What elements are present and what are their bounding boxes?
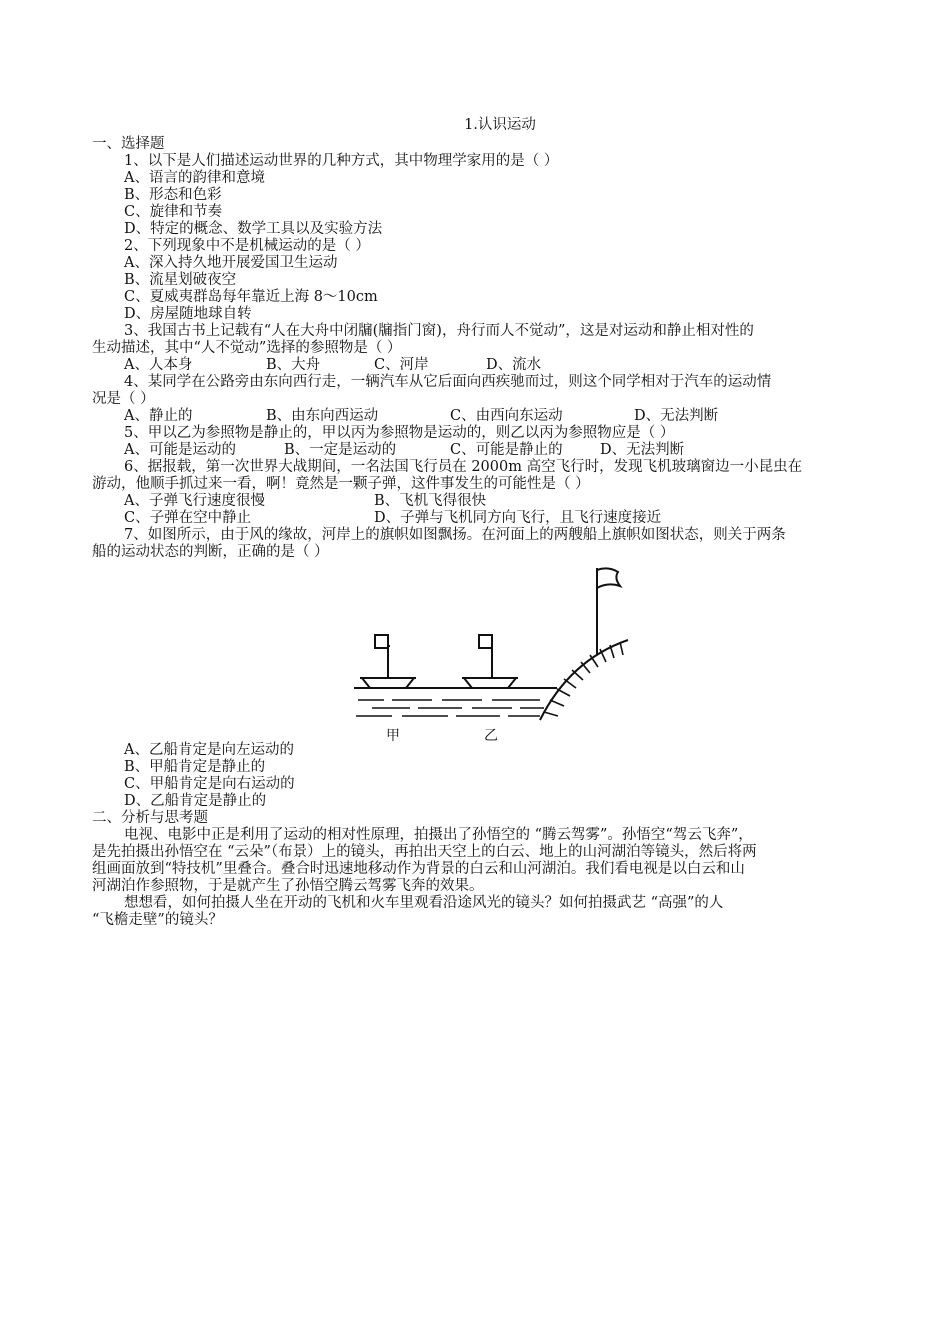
question-6-option-d: D、子弹与飞机同方向飞行，且飞行速度接近 (374, 510, 662, 526)
analysis-paragraph-2-line1: 想想看，如何拍摄人坐在开动的飞机和火车里观看沿途风光的镜头？如何拍摄武艺 “高强”的人 (124, 895, 724, 911)
riverbank-curve (540, 640, 628, 720)
question-1-stem: 1、以下是人们描述运动世界的几种方式，其中物理学家用的是（ ） (124, 153, 559, 169)
section-analysis-heading: 二、分析与思考题 (92, 810, 208, 826)
question-7-stem-line2: 船的运动状态的判断，正确的是（ ） (92, 544, 329, 560)
question-2-option-d: D、房屋随地球自转 (124, 306, 252, 322)
question-4-options (124, 408, 764, 425)
question-4-option-c: C、由西向东运动 (450, 408, 563, 424)
question-5-option-a: A、可能是运动的 (124, 442, 236, 458)
shore-flag (597, 568, 620, 654)
question-7-option-d: D、乙船肯定是静止的 (124, 793, 267, 809)
water-waves (356, 700, 544, 716)
question-3-option-c: C、河岸 (374, 357, 429, 373)
question-7-option-b: B、甲船肯定是静止的 (124, 759, 266, 775)
page-title: 1.认识运动 (464, 117, 536, 133)
question-6-options-row1 (124, 493, 724, 510)
question-3-stem-line2: 生动描述，其中“人不觉动”选择的参照物是（ ） (92, 340, 402, 356)
question-7-stem-line1: 7、如图所示，由于风的缘故，河岸上的旗帜如图飘扬。在河面上的两艘船上旗帜如图状态，则关于两条 (124, 527, 786, 543)
question-1-option-c: C、旋律和节奏 (124, 204, 223, 220)
analysis-paragraph-2-line2: “飞檐走壁”的镜头？ (92, 912, 223, 928)
question-2-option-a: A、深入持久地开展爱国卫生运动 (124, 255, 338, 271)
question-2-option-b: B、流星划破夜空 (124, 272, 237, 288)
question-1-option-b: B、形态和色彩 (124, 187, 222, 203)
riverbank-hatching (544, 642, 623, 716)
question-7-option-c: C、甲船肯定是向右运动的 (124, 776, 295, 792)
question-6-stem-line1: 6、据报载，第一次世界大战期间，一名法国飞行员在 2000m 高空飞行时，发现飞机玻璃窗边一小昆虫在 (124, 459, 803, 475)
question-5-option-b: B、一定是运动的 (284, 442, 397, 458)
question-4-option-d: D、无法判断 (634, 408, 719, 424)
analysis-paragraph-1-line2: 是先拍摄出孙悟空在 “云朵”（布景）上的镜头，再拍出天空上的白云、地上的山河湖泊等镜头，然后将两 (92, 844, 757, 860)
boats-flags-figure (352, 564, 632, 744)
question-6-option-b: B、飞机飞得很快 (374, 493, 487, 509)
question-4-option-a: A、静止的 (124, 408, 193, 424)
question-2-stem: 2、下列现象中不是机械运动的是（ ） (124, 238, 370, 254)
question-3-option-a: A、人本身 (124, 357, 193, 373)
question-5-option-d: D、无法判断 (600, 442, 685, 458)
question-5-options (124, 442, 744, 459)
question-5-option-c: C、可能是静止的 (450, 442, 563, 458)
question-1-option-d: D、特定的概念、数学工具以及实验方法 (124, 221, 383, 237)
question-4-stem-line1: 4、某同学在公路旁由东向西行走，一辆汽车从它后面向西疾驰而过，则这个同学相对于汽车的运动情 (124, 374, 772, 390)
question-7-option-a: A、乙船肯定是向左运动的 (124, 742, 294, 758)
question-6-stem-line2: 游动，他顺手抓过来一看，啊！竟然是一颗子弹，这件事发生的可能性是（ ） (92, 476, 590, 492)
analysis-paragraph-1-line1: 电视、电影中正是利用了运动的相对性原理，拍摄出了孙悟空的 “腾云驾雾”。孙悟空“驾云飞奔”， (124, 827, 753, 843)
boat-jia-label: 甲 (386, 728, 400, 744)
section-choice-heading: 一、选择题 (92, 136, 165, 152)
analysis-paragraph-1-line4: 河湖泊作参照物，于是就产生了孙悟空腾云驾雾飞奔的效果。 (92, 878, 484, 894)
question-3-options (124, 357, 624, 374)
analysis-paragraph-1-line3: 组画面放到“特技机”里叠合。叠合时迅速地移动作为背景的白云和山河湖泊。我们看电视是以白云和山 (92, 861, 745, 877)
boat-yi (462, 634, 518, 688)
question-1-option-a: A、语言的韵律和意境 (124, 170, 265, 186)
question-2-option-c: C、夏威夷群岛每年靠近上海 8～10cm (124, 289, 378, 305)
question-3-option-b: B、大舟 (266, 357, 321, 373)
question-6-option-c: C、子弹在空中静止 (124, 510, 252, 526)
boat-jia (360, 634, 416, 688)
question-3-stem-line1: 3、我国古书上记载有“人在大舟中闭牖(牖指门窗)，舟行而人不觉动”，这是对运动和静止相对性的 (124, 323, 754, 339)
boat-yi-label: 乙 (484, 728, 498, 744)
question-4-option-b: B、由东向西运动 (266, 408, 379, 424)
question-5-stem: 5、甲以乙为参照物是静止的，甲以丙为参照物是运动的，则乙以丙为参照物应是（ ） (124, 425, 675, 441)
question-6-option-a: A、子弹飞行速度很慢 (124, 493, 265, 509)
question-4-stem-line2: 况是（ ） (92, 391, 155, 407)
question-6-options-row2 (124, 510, 724, 527)
question-3-option-d: D、流水 (486, 357, 542, 373)
